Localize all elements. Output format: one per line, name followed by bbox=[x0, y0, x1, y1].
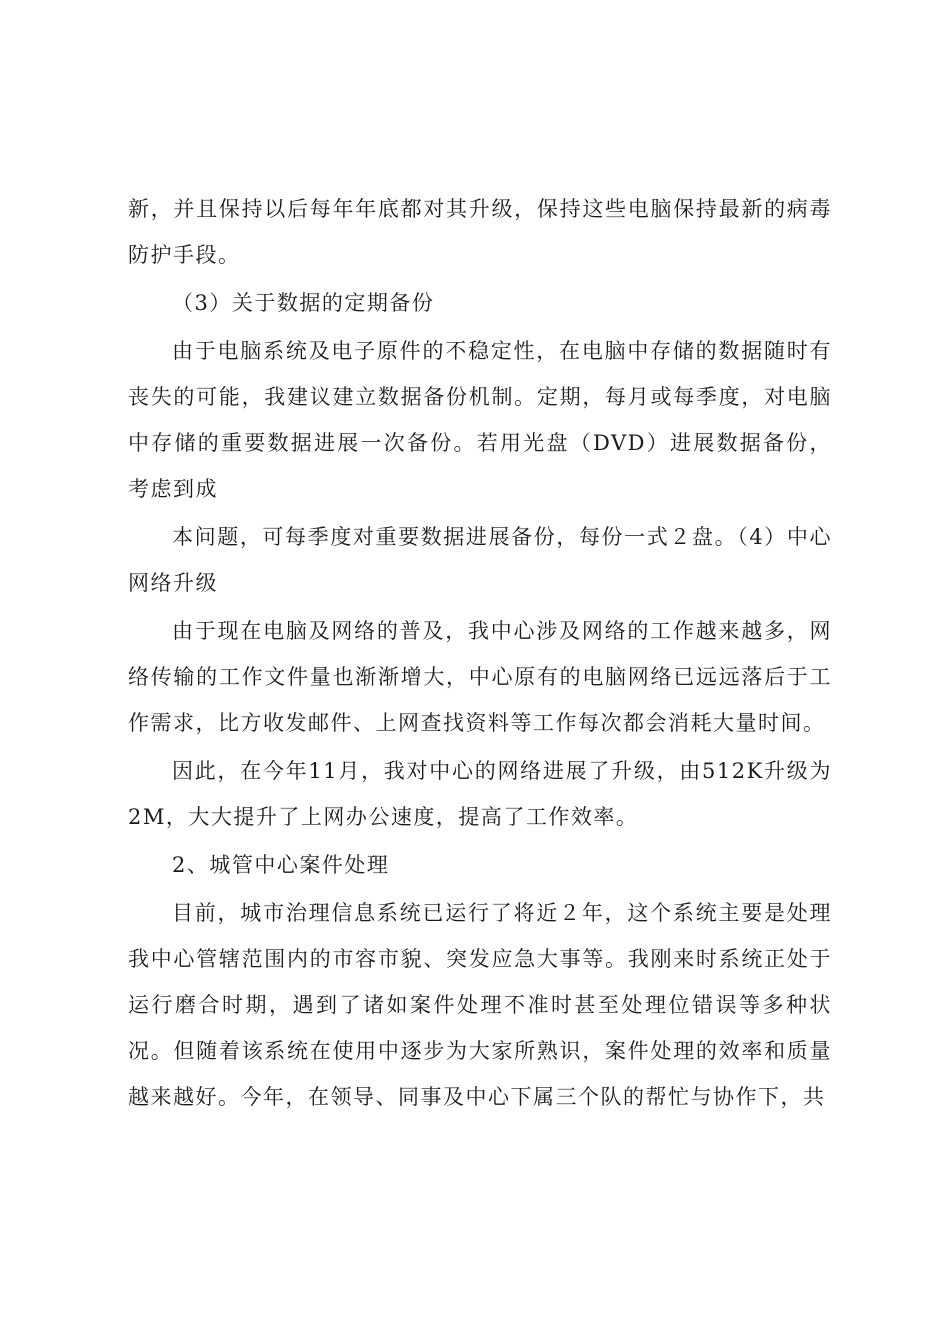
paragraph-case-handling-body: 目前，城市治理信息系统已运行了将近２年，这个系统主要是处理我中心管辖范围内的市容市貌、突发应急大事等。我刚来时系统正处于运行磨合时期，遇到了诸如案件处理不准时甚至处理位错误等多种状况。但随着该系统在使用中逐步为大家所熟识，案件处理的效率和质量越来越好。今年，在领导、同事及中心下属三个队的帮忙与协作下，共 bbox=[128, 901, 832, 1109]
document-body bbox=[128, 186, 832, 1122]
section-heading-data-backup: （3）关于数据的定期备份 bbox=[172, 291, 435, 315]
paragraph-continued: 新，并且保持以后每年年底都对其升级，保持这些电脑保持最新的病毒防护手段。 bbox=[128, 197, 832, 267]
paragraph-network-upgrade: 因此，在今年11月，我对中心的网络进展了升级，由512K升级为2M，大大提升了上网办公速度，提高了工作效率。 bbox=[128, 759, 832, 829]
paragraph-network-need: 由于现在电脑及网络的普及，我中心涉及网络的工作越来越多，网络传输的工作文件量也渐渐增大，中心原有的电脑网络已远远落后于工作需求，比方收发邮件、上网查找资料等工作每次都会消耗大量时间。 bbox=[128, 619, 832, 735]
paragraph-backup-cost: 本问题，可每季度对重要数据进展备份，每份一式２盘。（4）中心网络升级 bbox=[128, 525, 832, 595]
section-heading-case-handling: 2、城管中心案件处理 bbox=[172, 853, 390, 877]
paragraph-backup-body: 由于电脑系统及电子原件的不稳定性，在电脑中存储的数据随时有丧失的可能，我建议建立数据备份机制。定期，每月或每季度，对电脑中存储的重要数据进展一次备份。若用光盘（DVD）进展数据备份，考虑到成 bbox=[128, 339, 832, 501]
